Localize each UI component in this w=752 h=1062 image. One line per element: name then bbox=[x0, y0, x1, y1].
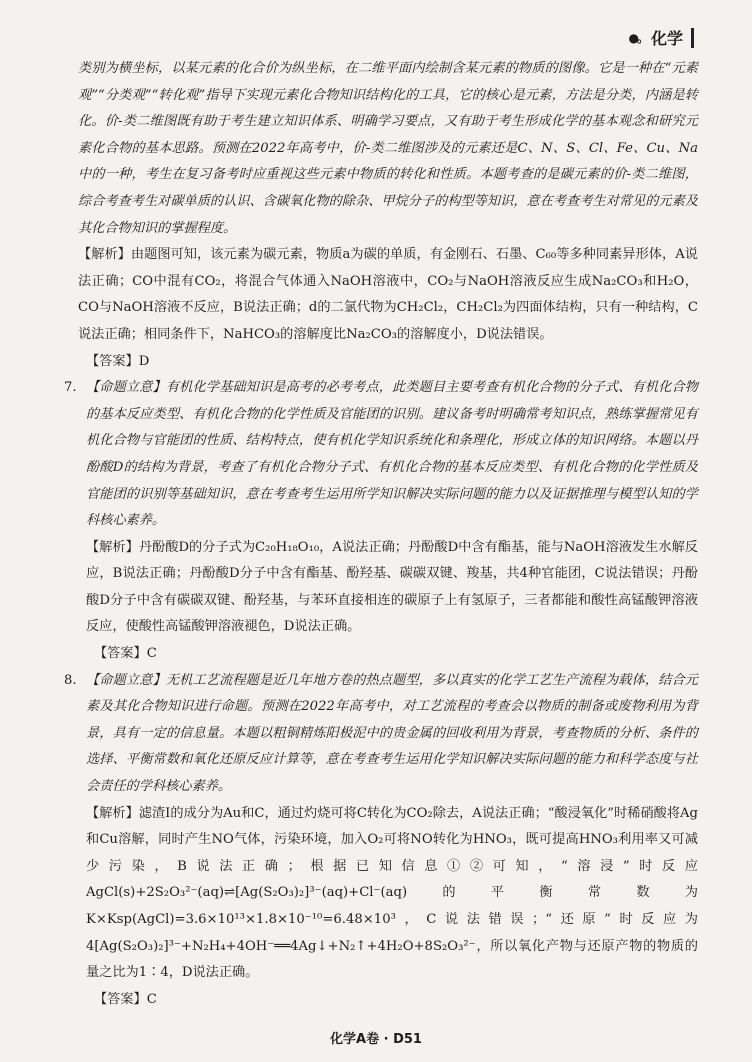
question-8-intent: 【命题立意】无机工艺流程题是近几年地方卷的热点题型，多以真实的化学工艺生产流程为载体，结合元素及其化合物知识进行命题。预测在2022年高考中，对工艺流程的考查会以物质的制备或废物利用为背景，具有一定的信息量。本题以粗铜精炼阳极泥中的贵金属的回收利用为背景，考查物质的分析、条件的选择、平衡常数和氧化还原反应计算等，意在考查考生运用化学知识解决实际问题的能力和科学态度与社会责任的学科核心素养。 bbox=[86, 672, 698, 795]
subject-label: 化学 bbox=[650, 29, 683, 48]
question-8-number: 8. bbox=[64, 672, 77, 688]
question-8-answer: 【答案】C bbox=[94, 991, 157, 1007]
subject-tag bbox=[629, 26, 695, 49]
section6-answer: 【答案】D bbox=[86, 353, 150, 369]
question-8-analysis: 【解析】滤渣Ⅰ的成分为Au和C，通过灼烧可将C转化为CO₂除去，A说法正确；“酸浸氧化”时稀硝酸将Ag和Cu溶解，同时产生NO气体，污染环境，加入O₂可将NO转化为HNO₃，既可提高HNO₃利用率又可减少污染，B说法正确；根据已知信息①②可知，“溶浸”时反应AgCl(s)+2S₂O₃²⁻(aq)⇌[Ag(S₂O₃)₂]³⁻(aq)+Cl⁻(aq)的平衡常数为K×Ksp(AgCl)=3.6×10¹³×1.8×10⁻¹⁰=6.48×10³，C说法错误；“还原”时反应为4[Ag(S₂O₃)₂]³⁻+N₂H₄+4OH⁻══4Ag↓+N₂↑+4H₂O+8S₂O₃²⁻，所以氧化产物与还原产物的物质的量之比为1∶4，D说法正确。 bbox=[86, 805, 698, 981]
question-7 bbox=[64, 375, 698, 668]
question-7-number: 7. bbox=[64, 380, 77, 396]
flask-icon: ●。 bbox=[628, 31, 647, 45]
question-7-answer: 【答案】C bbox=[94, 646, 157, 662]
question-7-intent: 【命题立意】有机化学基础知识是高考的必考考点，此类题目主要考查有机化合物的分子式、有机化合物的基本反应类型、有机化合物的化学性质及官能团的识别。建议备考时明确常考知识点，熟练掌握常见有机化合物与官能团的性质、结构特点，使有机化学知识系统化和条理化，形成立体的知识网络。本题以丹酚酸D的结构为背景，考查了有机化合物分子式、有机化合物的基本反应类型、有机化合物的化学性质及官能团的识别等基础知识，意在考查考生运用所学知识解决实际问题的能力以及证据推理与模型认知的学科核心素养。 bbox=[86, 380, 698, 529]
question-8 bbox=[64, 668, 698, 1014]
header-bar bbox=[691, 28, 694, 48]
content bbox=[64, 56, 698, 1013]
question-7-analysis: 【解析】丹酚酸D的分子式为C₂₀H₁₈O₁₀，A说法正确；丹酚酸D中含有酯基，能与NaOH溶液发生水解反应，B说法正确；丹酚酸D分子中含有酯基、酚羟基、碳碳双键、羧基，共4种官能团，C说法错误；丹酚酸D分子中含有碳碳双键、酚羟基，与苯环直接相连的碳原子上有氢原子，三者都能和酸性高锰酸钾溶液反应，使酸性高锰酸钾溶液褪色，D说法正确。 bbox=[86, 539, 698, 635]
page-footer: 化学A卷 · D51 bbox=[330, 1032, 422, 1047]
section6-analysis: 【解析】由题图可知，该元素为碳元素，物质a为碳的单质，有金刚石、石墨、C₆₀等多种同素异形体，A说法正确；CO中混有CO₂，将混合气体通入NaOH溶液中，CO₂与NaOH溶液反应生成Na₂CO₃和H₂O，CO与NaOH溶液不反应，B说法正确；d的二氯代物为CH₂Cl₂，CH₂Cl₂为四面体结构，只有一种结构，C说法正确；相同条件下，NaHCO₃的溶解度比Na₂CO₃的溶解度小，D说法错误。 bbox=[78, 247, 698, 342]
section6-intro: 类别为横坐标，以某元素的化合价为纵坐标，在二维平面内绘制含某元素的物质的图像。它是一种在“元素观”“分类观”“转化观”指导下实现元素化合物知识结构化的工具，它的核心是元素，方法是分类，内涵是转化。价-类二维图既有助于考生建立知识体系、明确学习要点，又有助于考生形成化学的基本观念和研究元素化合物的基本思路。预测在2022年高考中，价-类二维图涉及的元素还是C、N、S、Cl、Fe、Cu、Na中的一种，考生在复习备考时应重视这些元素中物质的转化和性质。本题考查的是碳元素的价-类二维图，综合考查考生对碳单质的认识、含碳氧化物的除杂、甲烷分子的构型等知识，意在考查考生对常见的元素及其化合物知识的掌握程度。 bbox=[78, 61, 698, 236]
